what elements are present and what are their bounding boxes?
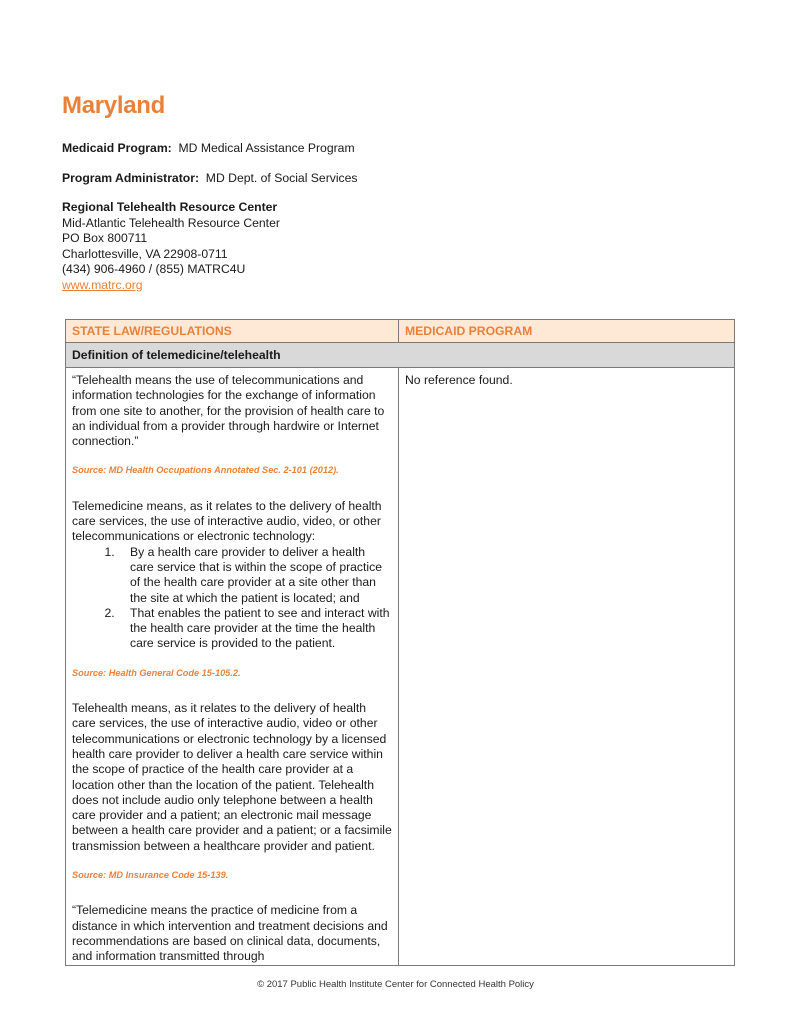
source-citation: Source: MD Health Occupations Annotated Sec. 2-101 (2012).	[72, 465, 339, 476]
resource-center-address2: Charlottesville, VA 22908-0711	[62, 246, 228, 261]
state-title: Maryland	[62, 92, 165, 119]
medicaid-cell	[399, 368, 735, 966]
resource-center-phone: (434) 906-4960 / (855) MATRC4U	[62, 262, 246, 276]
source-citation: Source: MD Insurance Code 15-139.	[72, 870, 229, 881]
law-table	[65, 319, 735, 966]
definition-paragraph: Telemedicine means, as it relates to the delivery of health care services, the use of interactive audio, video, or other telecommunications or electronic technology:	[72, 498, 382, 544]
list-item: 1. By a health care provider to deliver a health care service that is within the scope of practice of the health care provider at a site other than the site at which the patient is located; and	[118, 545, 392, 606]
table-header-row	[66, 320, 735, 343]
column-header-medicaid: MEDICAID PROGRAM	[399, 320, 735, 343]
list-item: 2. That enables the patient to see and interact with the health care provider at the time the health care service is provided to the patient.	[118, 606, 392, 652]
source-citation: Source: Health General Code 15-105.2.	[72, 667, 241, 678]
resource-center-title: Regional Telehealth Resource Center	[62, 200, 278, 214]
program-administrator-line	[62, 171, 358, 185]
resource-center-website-link[interactable]: www.matrc.org	[62, 277, 143, 292]
program-administrator-value: MD Dept. of Social Services	[205, 171, 358, 185]
definition-list	[72, 545, 392, 652]
resource-center-name: Mid-Atlantic Telehealth Resource Center	[62, 215, 280, 230]
resource-center-address1: PO Box 800711	[62, 231, 148, 245]
medicaid-program-line	[62, 141, 355, 155]
definition-paragraph: “Telehealth means the use of telecommunications and information technologies for the exchange of information from one site to another, for the provision of health care to an individual from a provider through hardwire or Internet connection.”	[72, 373, 385, 449]
medicaid-program-value: MD Medical Assistance Program	[178, 141, 355, 155]
definition-paragraph: Telehealth means, as it relates to the delivery of health care services, the use of interactive audio, video or other telecommunications or electronic technology by a licensed health care provider to deliver a health care service within the scope of practice of the health care provider at a location other than the location of the patient. Telehealth does not include audio only telephone between a health care provider and a patient; an electronic mail message between a health care provider and a patient; or a facsimile transmission between a healthcare provider and patient.	[72, 701, 392, 853]
definition-paragraph: “Telemedicine means the practice of medicine from a distance in which intervention and treatment decisions and recommendations are based on clinical data, documents, and information transmitted through	[72, 903, 388, 964]
medicaid-text: No reference found.	[405, 373, 513, 387]
table-row	[66, 368, 735, 966]
program-administrator-label: Program Administrator:	[62, 171, 200, 185]
section-row	[66, 343, 735, 368]
column-header-state-law: STATE LAW/REGULATIONS	[66, 320, 399, 343]
state-law-cell	[66, 368, 399, 966]
resource-center-block	[62, 200, 280, 293]
footer-copyright: © 2017 Public Health Institute Center for Connected Health Policy	[257, 979, 534, 990]
section-title: Definition of telemedicine/telehealth	[66, 343, 735, 368]
medicaid-program-label: Medicaid Program:	[62, 141, 172, 155]
